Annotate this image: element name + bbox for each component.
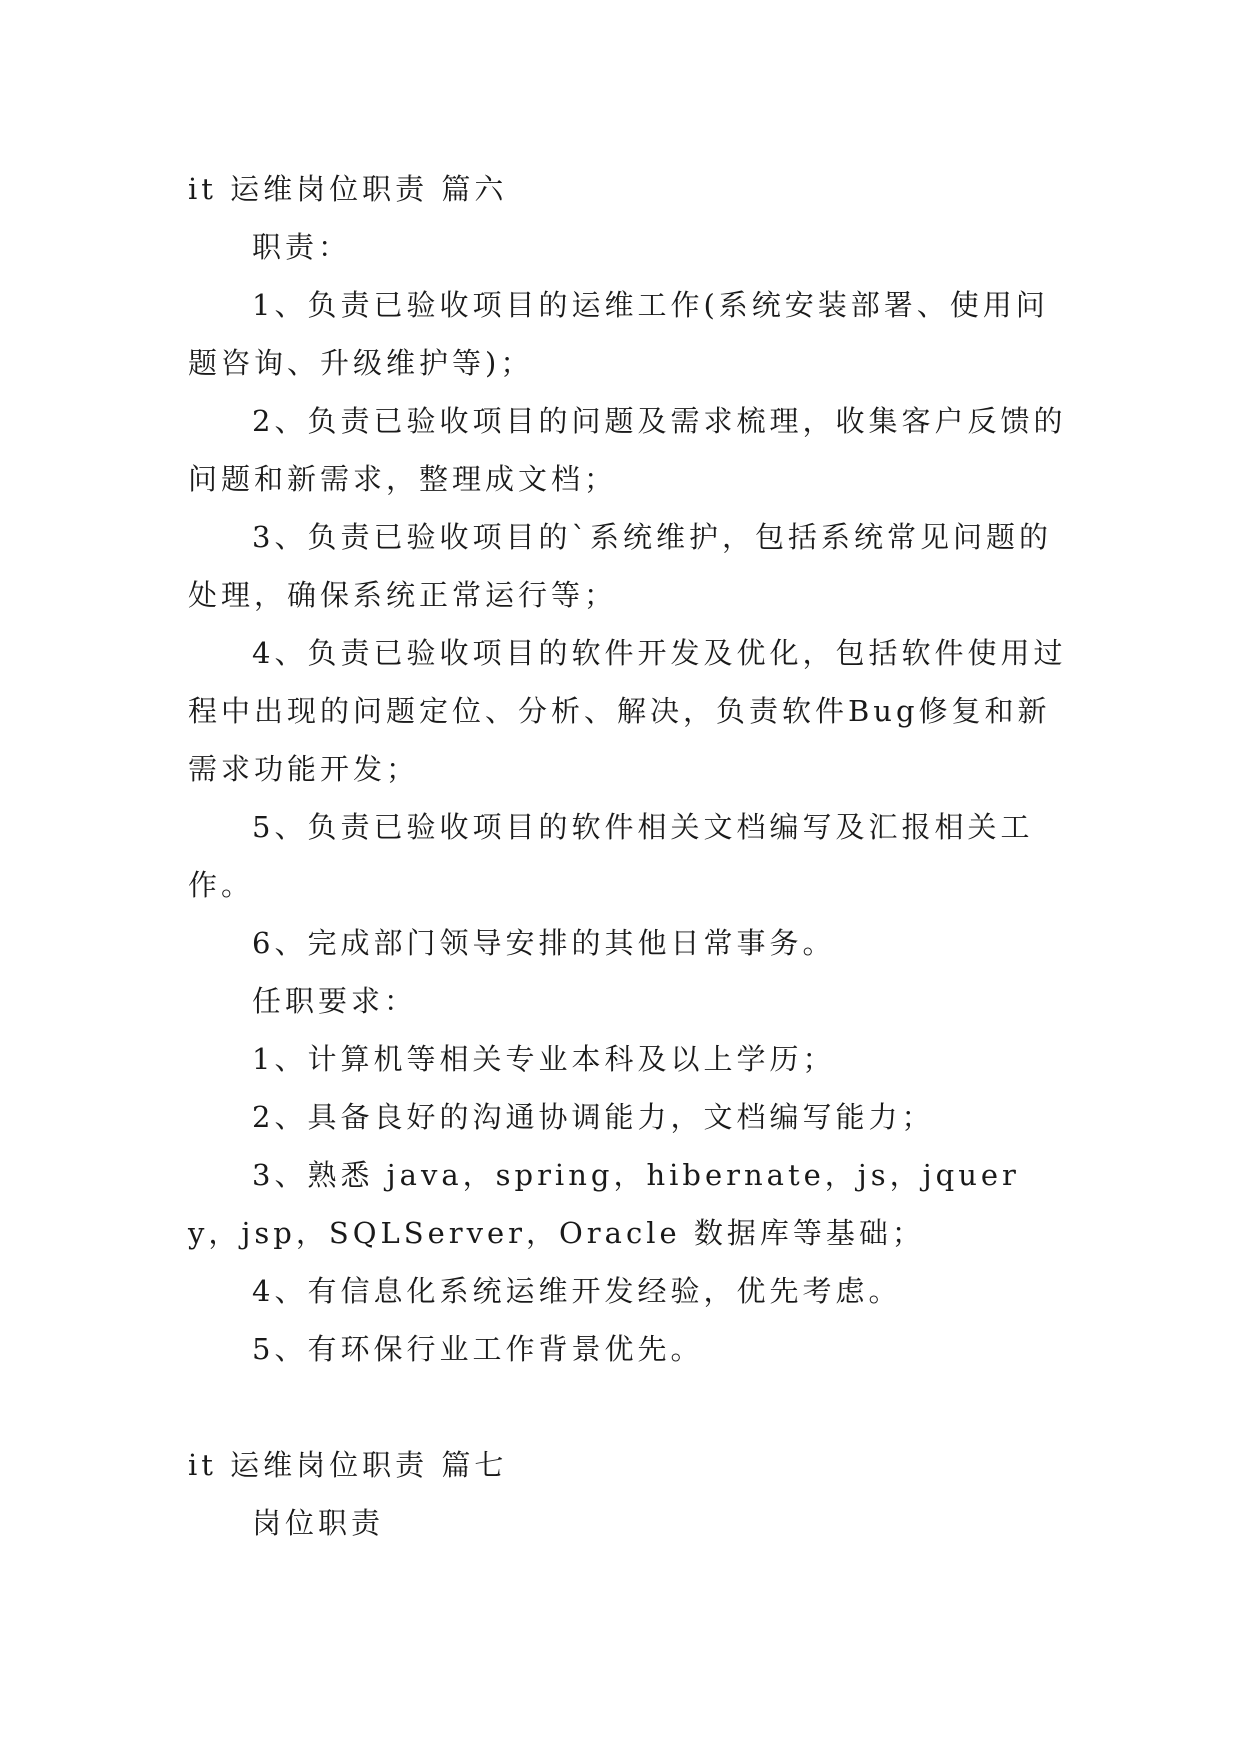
duty-item-2: 2、负责已验收项目的问题及需求梳理，收集客户反馈的问题和新需求，整理成文档； <box>188 404 1067 496</box>
requirement-item-4: 4、有信息化系统运维开发经验，优先考虑。 <box>252 1274 902 1308</box>
requirement-item-2: 2、具备良好的沟通协调能力，文档编写能力； <box>252 1100 935 1134</box>
duty-item-5: 5、负责已验收项目的软件相关文档编写及汇报相关工作。 <box>188 810 1034 902</box>
duties-heading: 职责： <box>252 230 352 264</box>
duty-item-1: 1、负责已验收项目的运维工作(系统安装部署、使用问题咨询、升级维护等)； <box>188 288 1049 380</box>
requirement-item-1: 1、计算机等相关专业本科及以上学历； <box>252 1042 836 1076</box>
requirement-item-3: 3、熟悉 java，spring，hibernate，js，jquery，jsp，SQLServer，Oracle 数据库等基础； <box>188 1158 1020 1250</box>
duty-item-3: 3、负责已验收项目的`系统维护，包括系统常见问题的处理，确保系统正常运行等； <box>188 520 1052 612</box>
requirement-item-5: 5、有环保行业工作背景优先。 <box>252 1332 704 1366</box>
section-6-title: it 运维岗位职责 篇六 <box>188 172 508 206</box>
requirements-heading: 任职要求： <box>252 984 418 1018</box>
duty-item-4: 4、负责已验收项目的软件开发及优化，包括软件使用过程中出现的问题定位、分析、解决，负责软件Bug修复和新需求功能开发； <box>188 636 1067 786</box>
section-7-subheading: 岗位职责 <box>252 1506 385 1540</box>
section-spacer <box>188 1378 1068 1436</box>
duty-item-6: 6、完成部门领导安排的其他日常事务。 <box>252 926 836 960</box>
document-body <box>188 160 1068 1552</box>
section-7-title: it 运维岗位职责 篇七 <box>188 1448 508 1482</box>
